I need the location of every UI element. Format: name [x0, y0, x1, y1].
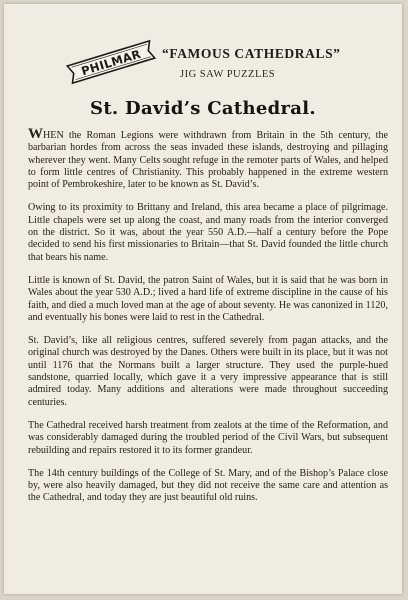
logo-banner-icon: [62, 36, 160, 88]
paragraph-4: St. David’s, like all religious centres, suffered severely from pagan attacks, and the original church was destroyed by the Danes. Others were built in its place, but it was not until 1176 that the Normans built a larger structure. They used the purple-hued sandstone, quarried locally, which gave it a very impressive appearance that is still admired today. Many additions and alterations were made throughout succeeding centuries.: [28, 335, 388, 408]
document-body: [28, 128, 388, 516]
paragraph-2: Owing to its proximity to Brittany and Ireland, this area became a place of pilgrimage. Little chapels were set up along the coast, and many roads from the interior converged on the district. So it was, about the year 550 A.D.—half a century before the Pope decided to send his first missionaries to Britain—that St. David founded the little church that bears his name.: [28, 202, 388, 263]
philmar-logo: [62, 36, 160, 88]
header-subtitle: JIG SAW PUZZLES: [180, 69, 276, 80]
paragraph-6: The 14th century buildings of the College of St. Mary, and of the Bishop’s Palace close by, were also heavily damaged, but they did not receive the same care and attention as the Cathedral, and today they are just beautiful old ruins.: [28, 467, 388, 504]
paragraph-3: Little is known of St. David, the patron Saint of Wales, but it is said that he was born in Wales about the year 530 A.D.; lived a hard life of extreme discipline in the cause of his faith, and died a much loved man at the age of about seventy. He was canonized in 1120, and eventually his bones were laid to rest in the Cathedral.: [28, 274, 388, 323]
logo-text: PHILMAR: [79, 46, 143, 79]
header-title: “FAMOUS CATHEDRALS”: [162, 46, 341, 61]
paragraph-5: The Cathedral received harsh treatment from zealots at the time of the Reformation, and was considerably damaged during the troubled period of the Civil Wars, but subsequent rebuilding and repairs restored it to its former grandeur.: [28, 419, 388, 456]
paragraph-1: WHEN the Roman Legions were withdrawn from Britain in the 5th century, the barbarian hordes from across the seas invaded these islands, destroying and pillaging wherever they went. Many Celts sought refuge in the remoter parts of Wales, and helped to form little centres of Christianity. This probably happened in the extreme western point of Pembrokeshire, later to be known as St. David’s.: [28, 126, 388, 191]
document-title: St. David’s Cathedral.: [90, 98, 316, 119]
document-page: [4, 4, 402, 594]
